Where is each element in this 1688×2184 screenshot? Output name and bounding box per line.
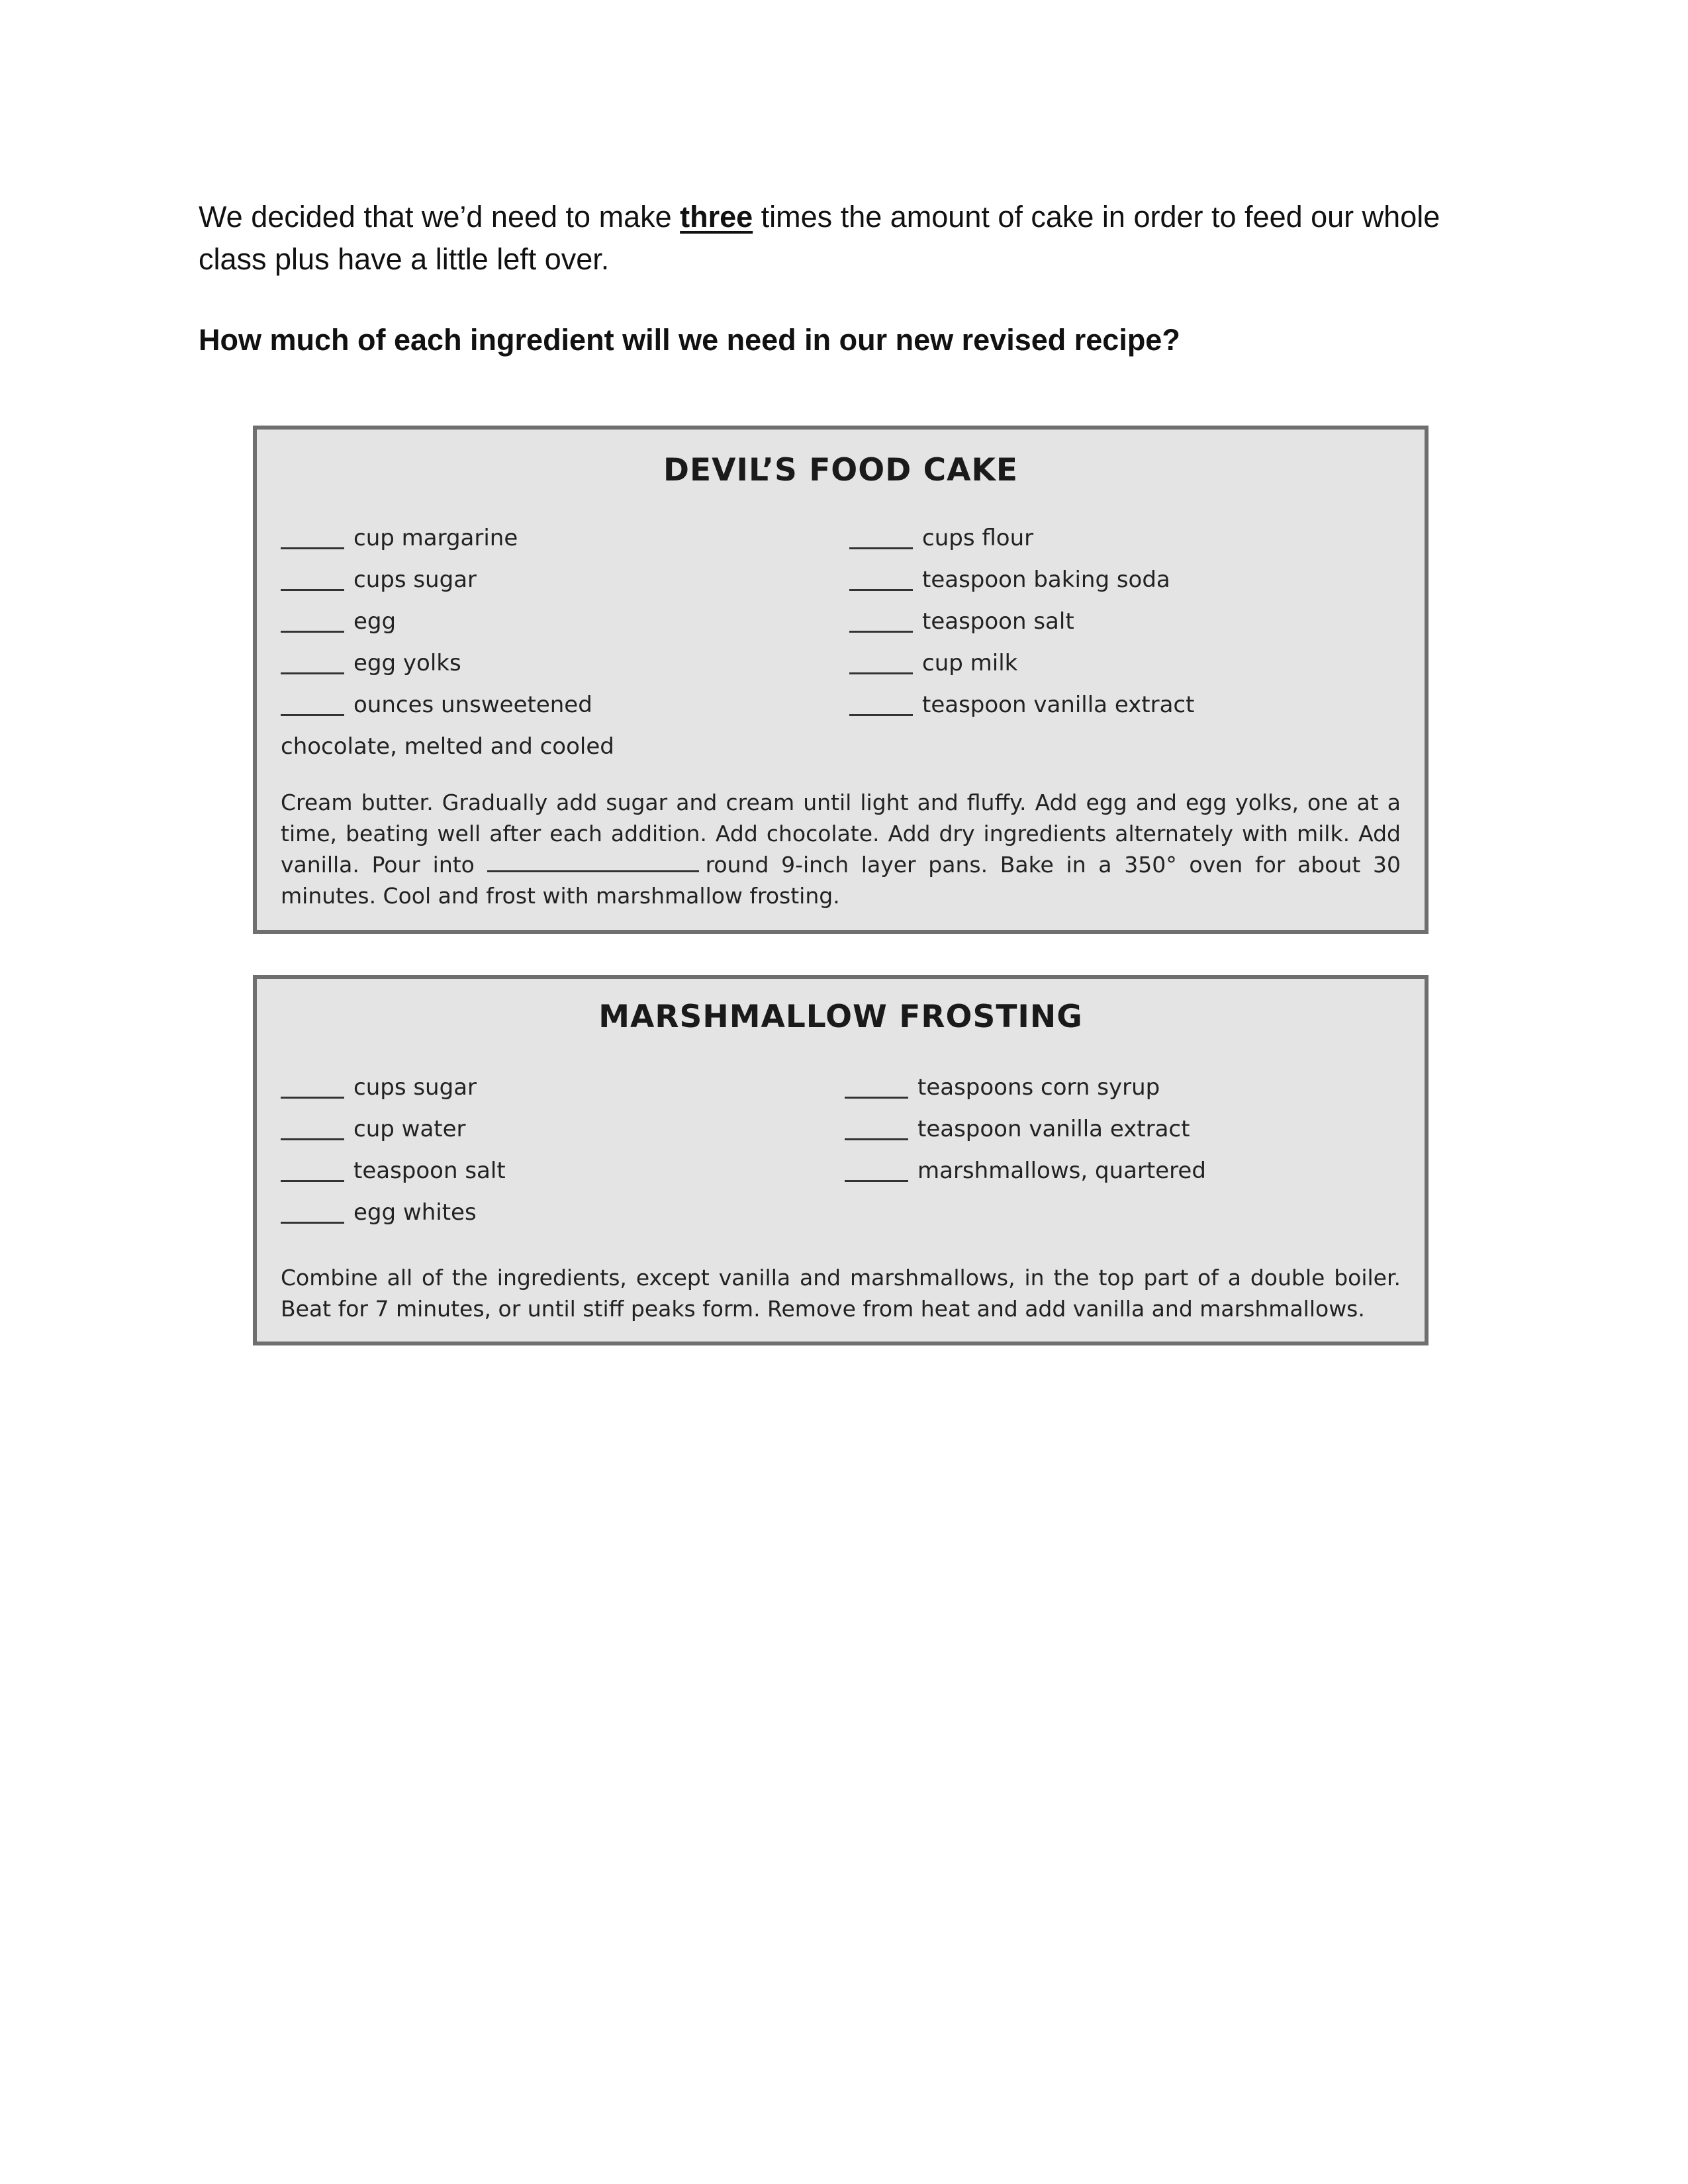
marshmallow-frosting-card (253, 975, 1429, 1345)
amount-blank (281, 1121, 344, 1140)
cake-directions (281, 787, 1401, 911)
ingredient-row (281, 1150, 506, 1191)
intro-paragraph (199, 196, 1496, 281)
cake-title: DEVIL’S FOOD CAKE (663, 452, 1018, 488)
amount-blank (849, 572, 913, 591)
ingredient-label: teaspoon salt (922, 608, 1074, 635)
ingredient-label: teaspoons corn syrup (917, 1073, 1160, 1101)
ingredient-label: teaspoon vanilla extract (922, 691, 1195, 718)
amount-blank (849, 614, 913, 633)
pan-count-blank (487, 852, 699, 872)
ingredient-label: cup water (353, 1115, 466, 1142)
ingredient-label: cup margarine (353, 524, 518, 551)
amount-blank (849, 697, 913, 716)
ingredient-row (281, 1066, 506, 1108)
cake-directions-part1: Cream butter. Gradually add sugar and cream until light and fluffy. Add egg and egg yolks, one at a time, beating well after each addition. Add chocolate. Add dry ingredients alternately with milk. Add vanilla. Pour into (281, 790, 1401, 878)
amount-blank (845, 1163, 908, 1182)
ingredient-row (845, 1066, 1206, 1108)
amount-blank (845, 1079, 908, 1099)
amount-blank (849, 655, 913, 674)
ingredient-row (281, 517, 592, 559)
intro-text-before: We decided that we’d need to make (199, 200, 680, 234)
amount-blank (281, 655, 344, 674)
ingredient-label: teaspoon baking soda (922, 566, 1170, 593)
intro-text-after: times the amount of cake in order to feed our whole class plus have a little left over. (199, 200, 1440, 276)
ingredient-label: cups sugar (353, 1073, 477, 1101)
ingredient-label: cups sugar (353, 566, 477, 593)
cake-ingredients-left (281, 517, 592, 725)
ingredient-row (281, 642, 592, 684)
ingredient-row (845, 1150, 1206, 1191)
ingredient-label: marshmallows, quartered (917, 1157, 1206, 1184)
ingredient-row (849, 559, 1194, 600)
ingredient-label: egg (353, 608, 397, 635)
intro-emphasis-three: three (680, 200, 753, 234)
ingredient-label: egg whites (353, 1199, 477, 1226)
amount-blank (845, 1121, 908, 1140)
amount-blank (281, 614, 344, 633)
ingredient-row (849, 642, 1194, 684)
amount-blank (849, 530, 913, 549)
ingredient-label: cups flour (922, 524, 1034, 551)
amount-blank (281, 530, 344, 549)
amount-blank (281, 1079, 344, 1099)
amount-blank (281, 572, 344, 591)
ingredient-row (845, 1108, 1206, 1150)
ingredient-row (281, 1191, 506, 1233)
frosting-ingredients-left (281, 1066, 506, 1233)
frosting-directions: Combine all of the ingredients, except vanilla and marshmallows, in the top part of a double boiler. Beat for 7 minutes, or until stiff peaks form. Remove from heat and add vanilla and marshmallows. (281, 1265, 1401, 1322)
ingredient-row (849, 684, 1194, 725)
frosting-title: MARSHMALLOW FROSTING (598, 999, 1083, 1035)
ingredient-row (281, 600, 592, 642)
question-heading: How much of each ingredient will we need in our new revised recipe? (199, 323, 1180, 357)
ingredient-label: teaspoon vanilla extract (917, 1115, 1190, 1142)
ingredient-label: ounces unsweetened (353, 691, 592, 718)
ingredient-row (281, 1108, 506, 1150)
amount-blank (281, 1205, 344, 1224)
ingredient-row (849, 517, 1194, 559)
ingredient-row (849, 600, 1194, 642)
amount-blank (281, 697, 344, 716)
chocolate-continuation: chocolate, melted and cooled (281, 733, 614, 760)
amount-blank (281, 1163, 344, 1182)
ingredient-label: egg yolks (353, 649, 461, 676)
frosting-ingredients-right (845, 1066, 1206, 1191)
cake-ingredients-right (849, 517, 1194, 725)
cake-directions-part2: round 9-inch layer pans. Bake in a 350° oven for about 30 minutes. Cool and frost with marshmallow frosting. (281, 852, 1401, 909)
ingredient-row (281, 684, 592, 725)
ingredient-label: cup milk (922, 649, 1018, 676)
ingredient-row (281, 559, 592, 600)
devils-food-cake-card (253, 426, 1429, 934)
ingredient-label: teaspoon salt (353, 1157, 506, 1184)
